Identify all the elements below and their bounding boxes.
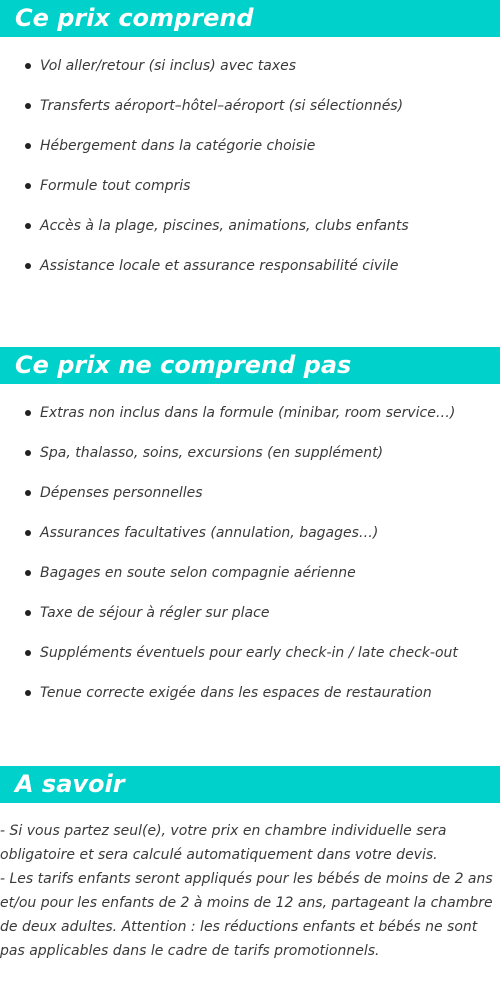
bullet-icon	[25, 690, 31, 696]
bullet-icon	[25, 263, 31, 269]
included-section	[0, 0, 500, 297]
list-item-text: Assurances facultatives (annulation, bagages…)	[40, 525, 379, 541]
bullet-icon	[25, 530, 31, 536]
bullet-icon	[25, 610, 31, 616]
bullet-icon	[25, 183, 31, 189]
bullet-icon	[25, 450, 31, 456]
list-item	[0, 217, 500, 257]
list-item	[0, 57, 500, 97]
excluded-title: Ce prix ne comprend pas	[0, 347, 500, 384]
list-item-text: Assistance locale et assurance responsabilité civile	[40, 258, 399, 274]
list-item-text: Vol aller/retour (si inclus) avec taxes	[40, 58, 297, 74]
info-paragraph: - Les tarifs enfants seront appliqués pour les bébés de moins de 2 ans et/ou pour les enfants de 2 à moins de 12 ans, partageant la chambre de deux adultes. Attention : les réductions enfants et bébés ne sont pas applicables dans le cadre de tarifs promotionnels.	[0, 871, 493, 959]
list-item-text: Suppléments éventuels pour early check-in / late check-out	[40, 645, 458, 661]
list-item-text: Formule tout compris	[40, 178, 191, 194]
info-title: A savoir	[0, 766, 500, 803]
list-item-text: Extras non inclus dans la formule (minibar, room service…)	[40, 405, 456, 421]
list-item	[0, 257, 500, 297]
list-item-text: Bagages en soute selon compagnie aérienne	[40, 565, 356, 581]
list-item-text: Transferts aéroport–hôtel–aéroport (si sélectionnés)	[40, 98, 404, 114]
list-item	[0, 564, 500, 604]
included-list	[0, 57, 500, 297]
bullet-icon	[25, 103, 31, 109]
list-item	[0, 177, 500, 217]
list-item	[0, 137, 500, 177]
bullet-icon	[25, 650, 31, 656]
info-section	[0, 766, 500, 963]
list-item	[0, 604, 500, 644]
list-item	[0, 644, 500, 684]
info-text	[0, 819, 500, 963]
list-item-text: Taxe de séjour à régler sur place	[40, 605, 270, 621]
list-item	[0, 684, 500, 724]
list-item	[0, 524, 500, 564]
excluded-section	[0, 347, 500, 724]
excluded-list	[0, 404, 500, 724]
bullet-icon	[25, 143, 31, 149]
bullet-icon	[25, 410, 31, 416]
bullet-icon	[25, 223, 31, 229]
list-item	[0, 97, 500, 137]
bullet-icon	[25, 570, 31, 576]
list-item	[0, 484, 500, 524]
list-item-text: Hébergement dans la catégorie choisie	[40, 138, 316, 154]
list-item-text: Spa, thalasso, soins, excursions (en supplément)	[40, 445, 384, 461]
list-item-text: Dépenses personnelles	[40, 485, 203, 501]
list-item-text: Tenue correcte exigée dans les espaces de restauration	[40, 685, 432, 701]
list-item	[0, 444, 500, 484]
bullet-icon	[25, 490, 31, 496]
bullet-icon	[25, 63, 31, 69]
list-item-text: Accès à la plage, piscines, animations, clubs enfants	[40, 218, 409, 234]
list-item	[0, 404, 500, 444]
included-title: Ce prix comprend	[0, 0, 500, 37]
info-paragraph: - Si vous partez seul(e), votre prix en chambre individuelle sera obligatoire et sera calculé automatiquement dans votre devis.	[0, 823, 447, 863]
